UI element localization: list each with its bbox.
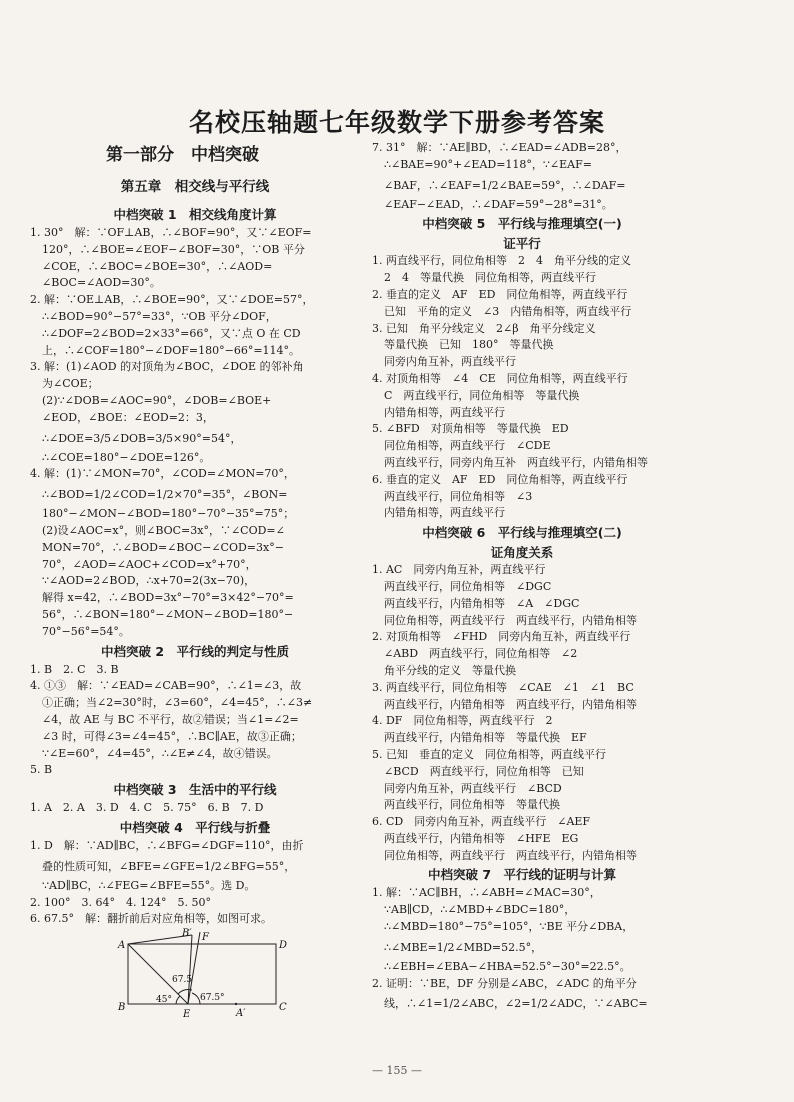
answer-line: 1. B 2. C 3. B (30, 662, 119, 676)
answer-line: 2. 垂直的定义 AF ED 同位角相等，两直线平行 (372, 287, 628, 301)
fig-angle-2: 45° (156, 995, 172, 1006)
answer-line: ∠BCD 两直线平行，同位角相等 已知 (384, 764, 584, 778)
answer-line: ∠EOD，∠BOE：∠EOD=2：3， (42, 410, 214, 424)
answer-line: 1. AC 同旁内角互补，两直线平行 (372, 563, 546, 577)
answer-line: 两直线平行，内错角相等 ∠A ∠DGC (384, 596, 580, 610)
answer-line: 两直线平行，同位角相等 ∠DGC (384, 579, 552, 593)
answer-line: 1. D 解：∵AD∥BC，∴∠BFG=∠DGF=110°，由折 (30, 838, 304, 852)
fig-label-a-prime: A′ (236, 1008, 246, 1020)
answer-line: 1. A 2. A 3. D 4. C 5. 75° 6. B 7. D (30, 801, 264, 815)
answer-line: 6. 垂直的定义 AF ED 同位角相等，两直线平行 (372, 472, 628, 486)
fig-label-e: E (183, 1009, 191, 1021)
answer-line: 1. 30° 解：∵OF⊥AB，∴∠BOF=90°，又∵∠EOF= (30, 226, 312, 239)
answer-line: ∵∠AOD=2∠BOD，∴x+70=2(3x−70)， (42, 574, 256, 588)
answer-line: ∠4，故 AE 与 BC 不平行，故②错误；当∠1=∠2= (42, 712, 299, 726)
answer-line: ∴∠DOE=3/5∠DOB=3/5×90°=54°， (42, 431, 242, 445)
answer-line: MON=70°，∴∠BOD=∠BOC−∠COD=3x°− (42, 540, 284, 554)
answer-line: ∴∠BOD=90°−57°=33°，∵OB 平分∠DOF， (42, 309, 277, 323)
answer-line: 两直线平行，同位角相等 ∠3 (384, 489, 533, 503)
answer-line: 两直线平行，内错角相等 ∠HFE EG (384, 831, 579, 845)
answer-line: ∵AB∥CD，∴∠MBD+∠BDC=180°， (384, 903, 576, 917)
answer-line: (2)∵∠DOB=∠AOC=90°，∠DOB=∠BOE+ (42, 393, 272, 407)
section-title: 中档突破 6 平行线与推理填空(二) (422, 525, 622, 541)
answer-line: 2. 对顶角相等 ∠FHD 同旁内角互补，两直线平行 (372, 630, 631, 644)
answer-line: 同位角相等，两直线平行 两直线平行，内错角相等 (384, 613, 637, 627)
answer-line: 两直线平行，同旁内角互补 两直线平行，内错角相等 (384, 455, 648, 469)
answer-line: ∠BOC=∠AOD=30°。 (42, 276, 161, 290)
fig-label-a: A (118, 940, 126, 952)
answer-line: 3. 解：(1)∠AOD 的对顶角为∠BOC，∠DOE 的邻补角 (30, 360, 304, 374)
answer-line: 叠的性质可知，∠BFE=∠GFE=1/2∠BFG=55°， (42, 859, 296, 873)
answer-line: 1. 两直线平行，同位角相等 2 4 角平分线的定义 (372, 254, 631, 268)
fold-figure (116, 928, 288, 1021)
left-sections (30, 204, 360, 928)
right-intro (372, 140, 672, 213)
answer-line: 56°，∴∠BON=180°−∠MON−∠BOD=180°− (42, 607, 294, 621)
left-column (30, 140, 360, 1024)
answer-line: ∴∠BOD=1/2∠COD=1/2×70°=35°，∠BON= (42, 488, 288, 502)
answer-line: 5. ∠BFD 对顶角相等 等量代换 ED (372, 422, 569, 436)
answer-line: 6. 67.5° 解：翻折前后对应角相等，如图可求。 (30, 912, 272, 926)
answer-line: ∴∠MBD=180°−75°=105°，∵BE 平分∠DBA， (384, 920, 634, 934)
answer-line: 7. 31° 解：∵AE∥BD，∴∠EAD=∠ADB=28°， (372, 141, 627, 154)
answer-line: ∠ABD 两直线平行，同位角相等 ∠2 (384, 647, 578, 661)
answer-line: 3. 两直线平行，同位角相等 ∠CAE ∠1 ∠1 BC (372, 680, 634, 694)
answer-line: 角平分线的定义 等量代换 (384, 663, 516, 677)
answer-line: 为∠COE； (42, 377, 99, 391)
answer-line: 4. 解：(1)∵∠MON=70°，∠COD=∠MON=70°， (30, 467, 295, 481)
answer-line: 3. 已知 角平分线定义 2∠β 角平分线定义 (372, 321, 596, 335)
answer-line: 4. 对顶角相等 ∠4 CE 同位角相等，两直线平行 (372, 371, 628, 385)
answer-line: ∠COE，∴∠BOC=∠BOE=30°，∴∠AOD= (42, 259, 273, 273)
answer-line: 2. 证明：∵BE，DF 分别是∠ABC，∠ADC 的角平分 (372, 976, 637, 990)
answer-line: ∴∠EBH=∠EBA−∠HBA=52.5°−30°=22.5°。 (384, 959, 631, 973)
answer-line: 两直线平行，同位角相等 等量代换 (384, 798, 560, 812)
fig-label-d: D (279, 940, 288, 952)
section-title: 中档突破 2 平行线的判定与性质 (100, 643, 290, 659)
answer-line: 2 4 等量代换 同位角相等，两直线平行 (384, 271, 596, 285)
answer-line: 线，∴∠1=1/2∠ABC，∠2=1/2∠ADC，∵∠ABC= (384, 997, 648, 1011)
answer-line: 180°−∠MON−∠BOD=180°−70°−35°=75°； (42, 507, 295, 521)
section-title: 中档突破 1 相交线角度计算 (113, 207, 277, 222)
section-subtitle: 证平行 (503, 236, 541, 252)
section-title: 中档突破 7 平行线的证明与计算 (427, 867, 617, 883)
answer-line: ∴∠BAE=90°+∠EAD=118°，∵∠EAF= (384, 157, 592, 171)
section-title: 中档突破 5 平行线与推理填空(一) (422, 216, 622, 232)
page-number: — 155 — (372, 1064, 422, 1077)
fig-label-b: B (118, 1002, 126, 1014)
answer-line: 同旁内角互补，两直线平行 ∠BCD (384, 781, 562, 795)
chapter-title: 第五章 相交线与平行线 (120, 179, 270, 195)
answer-line: 5. B (30, 763, 53, 777)
section-subtitle: 证角度关系 (490, 545, 554, 561)
fig-angle-1: 67.5 (172, 975, 193, 986)
answer-line: 内错角相等，两直线平行 (384, 405, 505, 419)
answer-line: 1. 解：∵AC∥BH，∴∠ABH=∠MAC=30°， (372, 886, 601, 900)
answer-line: 4. DF 同位角相等，两直线平行 2 (372, 714, 553, 728)
answer-line: 4. ①③ 解：∵∠EAD=∠CAB=90°，∴∠1=∠3，故 (30, 679, 302, 693)
answer-line: ①正确；当∠2=30°时，∠3=60°，∠4=45°，∴∠3≠ (42, 696, 313, 710)
answer-line: 两直线平行，内错角相等 等量代换 EF (384, 731, 587, 745)
section-title: 中档突破 4 平行线与折叠 (119, 819, 271, 835)
answer-line: 上，∴∠COF=180°−∠DOF=180°−66°=114°。 (42, 343, 301, 357)
answer-line: 已知 平角的定义 ∠3 内错角相等，两直线平行 (384, 304, 632, 318)
answer-line: 6. CD 同旁内角互补，两直线平行 ∠AEF (372, 815, 591, 829)
answer-line: ∴∠MBE=1/2∠MBD=52.5°， (384, 940, 543, 954)
answer-line: ∠3 时，可得∠3=∠4=45°，∴BC∥AE，故③正确； (42, 729, 302, 743)
answer-line: 内错角相等，两直线平行 (384, 506, 505, 520)
right-column (372, 140, 672, 1015)
answer-line: 解得 x=42，∴∠BOD=3x°−70°=3×42°−70°= (42, 591, 294, 605)
page-title: 名校压轴题七年级数学下册参考答案 (188, 108, 605, 137)
answer-line: ∴∠DOF=2∠BOD=2×33°=66°，又∵点 O 在 CD (42, 326, 301, 340)
answer-line: ∵∠E=60°，∠4=45°，∴∠E≠∠4，故④错误。 (42, 746, 278, 760)
answer-line: ∠BAF，∴∠EAF=1/2∠BAE=59°，∴∠DAF= (384, 178, 626, 192)
fig-label-b-prime: B′ (182, 928, 192, 940)
fig-angle-3: 67.5° (200, 993, 225, 1004)
answer-line: 2. 100° 3. 64° 4. 124° 5. 50° (30, 895, 211, 909)
answer-line: 同旁内角互补，两直线平行 (384, 355, 516, 369)
answer-line: 5. 已知 垂直的定义 同位角相等，两直线平行 (372, 747, 606, 761)
answer-line: C 两直线平行，同位角相等 等量代换 (384, 388, 580, 402)
section-title: 中档突破 3 生活中的平行线 (113, 782, 277, 798)
right-sections (372, 213, 672, 1015)
fig-label-f: F (202, 932, 209, 944)
answer-line: 同位角相等，两直线平行 ∠CDE (384, 439, 551, 453)
answer-line: ∠EAF−∠EAD，∴∠DAF=59°−28°=31°。 (384, 197, 613, 211)
answer-line: 两直线平行，内错角相等 两直线平行，内错角相等 (384, 697, 637, 711)
answer-line: 120°，∴∠BOE=∠EOF−∠BOF=30°，∵OB 平分 (42, 242, 305, 256)
answer-line: 70°−56°=54°。 (42, 624, 130, 638)
part-title: 第一部分 中档突破 (106, 145, 259, 165)
answer-line: 同位角相等，两直线平行 两直线平行，内错角相等 (384, 848, 637, 862)
answer-line: 2. 解：∵OE⊥AB，∴∠BOE=90°，又∵∠DOE=57°， (30, 293, 314, 307)
answer-line: 等量代换 已知 180° 等量代换 (384, 338, 554, 352)
answer-line: ∴∠COE=180°−∠DOE=126°。 (42, 450, 211, 464)
fig-label-c: C (279, 1002, 287, 1014)
answer-line: ∵AD∥BC，∴∠FEG=∠BFE=55°。选 D。 (42, 878, 256, 892)
answer-line: (2)设∠AOC=x°，则∠BOC=3x°，∵∠COD=∠ (42, 523, 285, 537)
answer-line: 70°，∠AOD=∠AOC+∠COD=x°+70°， (42, 557, 257, 571)
